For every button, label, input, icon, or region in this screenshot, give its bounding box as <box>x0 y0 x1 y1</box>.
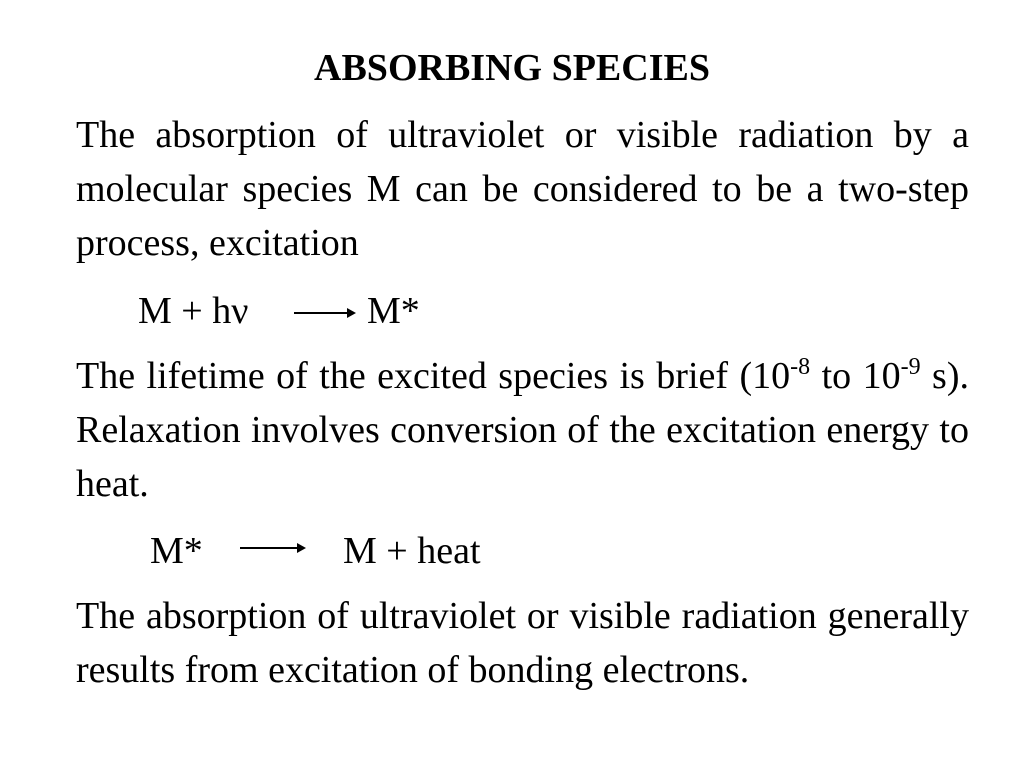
reaction-arrow-icon <box>240 547 304 549</box>
paragraph-excitation: The absorption of ultraviolet or visible radiation by a molecular species M can be considered to be a two-step process, excitation <box>76 114 969 264</box>
paragraph-bonding-electrons: The absorption of ultraviolet or visible radiation generally results from excitation of bonding electrons. <box>76 595 969 691</box>
paragraph-relaxation <box>76 349 969 511</box>
relaxation-text-2: to 10 <box>810 355 901 397</box>
relaxation-text-3: s). Relaxation involves conversion of the excitation energy to heat. <box>76 355 969 505</box>
slide-title: ABSORBING SPECIES <box>314 47 710 89</box>
exponent-2: -9 <box>900 354 921 380</box>
reaction-arrow-icon <box>294 312 354 314</box>
equation-relaxation-reactants: M* <box>150 530 203 572</box>
equation-excitation-reactants: M + hν <box>138 290 249 332</box>
exponent-1: -8 <box>790 354 811 380</box>
relaxation-text-1: The lifetime of the excited species is brief (10 <box>76 355 791 397</box>
equation-relaxation-products: M + heat <box>343 530 481 572</box>
equation-excitation-products: M* <box>367 290 420 332</box>
